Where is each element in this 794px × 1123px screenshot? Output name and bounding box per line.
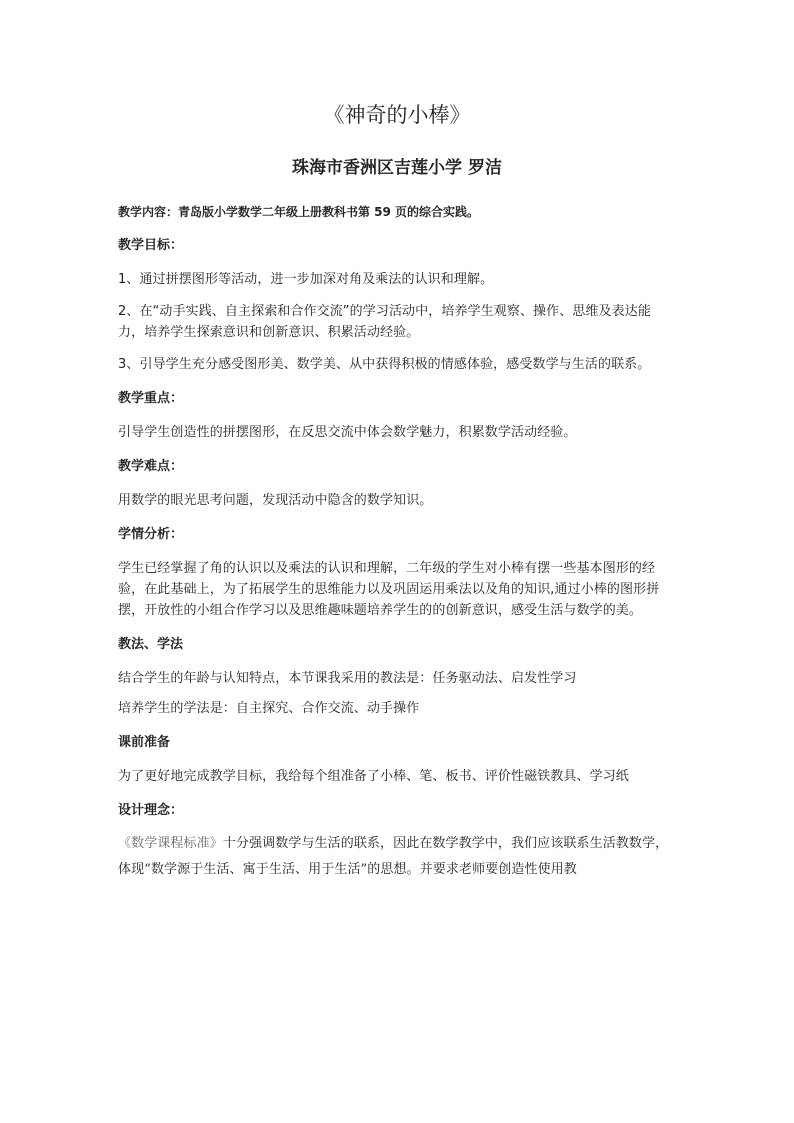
goal-item-3: 3、引导学生充分感受图形美、数学美、从中获得积极的情感体验，感受数学与生活的联系。: [118, 357, 651, 372]
design-text: [118, 831, 676, 883]
author-line: 珠海市香洲区吉莲小学 罗洁: [292, 158, 502, 178]
preparation-heading: 课前准备: [118, 735, 171, 750]
goal-item-2: 2、在“动手实践、自主探索和合作交流”的学习活动中，培养学生观察、操作、思维及表达能力，培养学生探索意识和创新意识、积累活动经验。: [118, 304, 651, 340]
key-points-text: 引导学生创造性的拼摆图形，在反思交流中体会数学魅力，积累数学活动经验。: [118, 425, 577, 440]
goal-item-1: 1、通过拼摆图形等活动，进一步加深对角及乘法的认识和理解。: [118, 272, 494, 287]
teaching-content: 教学内容：青岛版小学数学二年级上册教科书第 59 页的综合实践。: [118, 205, 480, 219]
design-body: 十分强调数学与生活的联系，因此在数学教学中，我们应该联系生活教数学，体现“数学源于生活、寓于生活、用于生活”的思想。并要求老师要创造性使用教: [118, 836, 669, 877]
goals-heading: 教学目标：: [118, 238, 184, 253]
difficulties-text: 用数学的眼光思考问题，发现活动中隐含的数学知识。: [118, 493, 433, 508]
analysis-heading: 学情分析：: [118, 527, 184, 542]
key-points-heading: 教学重点：: [118, 391, 184, 406]
difficulties-heading: 教学难点：: [118, 459, 184, 474]
methods-heading: 教法、学法: [118, 637, 184, 652]
learning-method-text: 培养学生的学法是：自主探究、合作交流、动手操作: [118, 701, 420, 716]
preparation-text: 为了更好地完成教学目标，我给每个组准备了小棒、笔、板书、评价性磁铁教具、学习纸: [118, 769, 629, 784]
analysis-text: 学生已经掌握了角的认识以及乘法的认识和理解，二年级的学生对小棒有摆一些基本图形的经验，在此基础上，为了拓展学生的思维能力以及巩固运用乘法以及角的知识,通过小棒的图形拼摆，开放性的小组合作学习以及思维趣味题培养学生的的创新意识，感受生活与数学的美。: [118, 561, 660, 618]
teaching-method-text: 结合学生的年龄与认知特点，本节课我采用的教法是：任务驱动法、启发性学习: [118, 671, 577, 686]
document-title: 《神奇的小棒》: [323, 103, 471, 127]
design-heading: 设计理念：: [118, 803, 184, 818]
curriculum-standard-title: 《数学课程标准》: [118, 836, 223, 851]
